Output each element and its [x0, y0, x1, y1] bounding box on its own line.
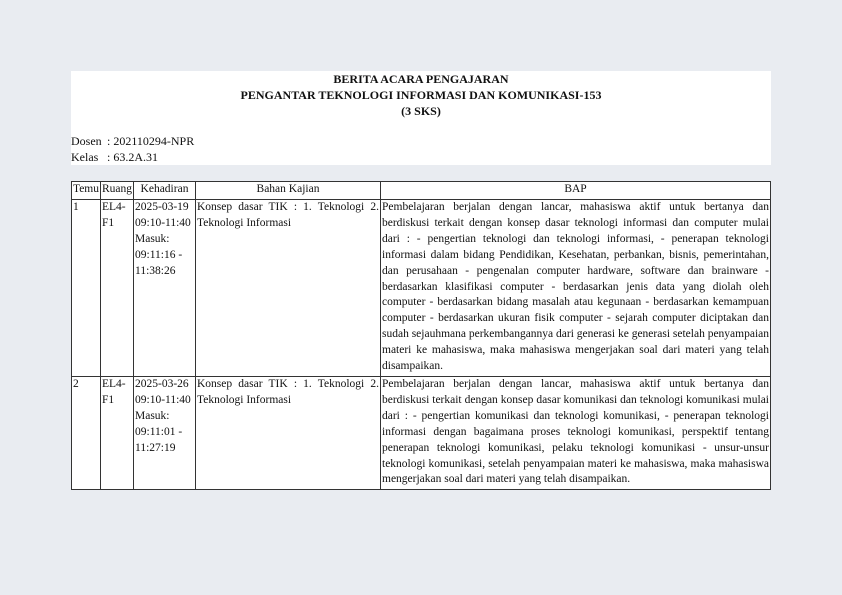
meeting-number: 1 — [72, 200, 101, 377]
room: EL4-F1 — [101, 200, 134, 377]
study-material: Konsep dasar TIK : 1. Teknologi 2. Teknologi Informasi — [196, 200, 381, 377]
check-in-time: 09:11:01 - 11:27:19 — [135, 425, 183, 454]
bap-description: Pembelajaran berjalan dengan lancar, mahasiswa aktif untuk bertanya dan berdiskusi terkait dengan konsep dasar komunikasi dan teknologi komunikasi mulai dari : - pengertian komunikasi dan teknologi komunikasi, - penerapan teknologi informasi dengan bagaimana proses teknologi komunikasi, perspektif tentang penerapan teknologi komunikasi, pelaku teknologi komunikasi - unsur-unsur teknologi komunikasi, setelah penyampaian materi ke mahasiswa, maka mahasiswa mengerjakan soal dari materi yang telah disampaikan. — [381, 377, 771, 490]
column-header-bahan-kajian: Bahan Kajian — [196, 182, 381, 200]
column-header-bap: BAP — [381, 182, 771, 200]
table-row — [72, 200, 771, 377]
check-in-label: Masuk: — [135, 409, 170, 422]
lecturer-label: Dosen — [71, 134, 102, 148]
course-title: PENGANTAR TEKNOLOGI INFORMASI DAN KOMUNIKASI-153 — [240, 88, 602, 102]
check-in-label: Masuk: — [135, 232, 170, 245]
check-in-time: 09:11:16 - 11:38:26 — [135, 248, 183, 277]
teaching-record-table — [71, 181, 771, 490]
table-header-row — [72, 182, 771, 200]
schedule: 2025-03-26 09:10-11:40 — [135, 378, 191, 406]
class-info — [71, 150, 158, 165]
document-header — [71, 71, 771, 165]
bap-description: Pembelajaran berjalan dengan lancar, mahasiswa aktif untuk bertanya dan berdiskusi terkait dengan konsep dasar teknologi informasi dan computer mulai dari : - pengertian teknologi dan teknologi informasi, - penerapan teknologi informasi dalam bidang Pendidikan, Kesehatan, perbankan, bisnis, pemerintahan, dan perusahaan - pengenalan computer hardware, software dan brainware - berdasarkan klasifikasi computer - berdasarkan jenis data yang diolah oleh computer - berdasarkan bidang masalah atau kegunaan - berdasarkan kemampuan computer - berdasarkan ukuran fisik computer - sejarah computer diciptakan dan sudah sejauhmana perkembangannya dari generasi ke generasi setelah penyampaian materi ke mahasiswa, maka mahasiswa mengerjakan soal dari materi yang telah disampaikan. — [381, 200, 771, 377]
class-value: : 63.2A.31 — [107, 150, 158, 164]
attendance-cell — [134, 200, 196, 377]
table-row — [72, 377, 771, 490]
lecturer-value: : 202110294-NPR — [107, 134, 195, 148]
credit-units: (3 SKS) — [401, 104, 441, 118]
study-material: Konsep dasar TIK : 1. Teknologi 2. Teknologi Informasi — [196, 377, 381, 490]
room: EL4-F1 — [101, 377, 134, 490]
schedule: 2025-03-19 09:10-11:40 — [135, 201, 191, 229]
document-title: BERITA ACARA PENGAJARAN — [333, 72, 509, 86]
meeting-number: 2 — [72, 377, 101, 490]
column-header-ruang: Ruang — [101, 182, 134, 200]
column-header-kehadiran: Kehadiran — [134, 182, 196, 200]
column-header-temu: Temu — [72, 182, 101, 200]
class-label: Kelas — [71, 150, 99, 164]
lecturer-info — [71, 134, 194, 149]
attendance-cell — [134, 377, 196, 490]
